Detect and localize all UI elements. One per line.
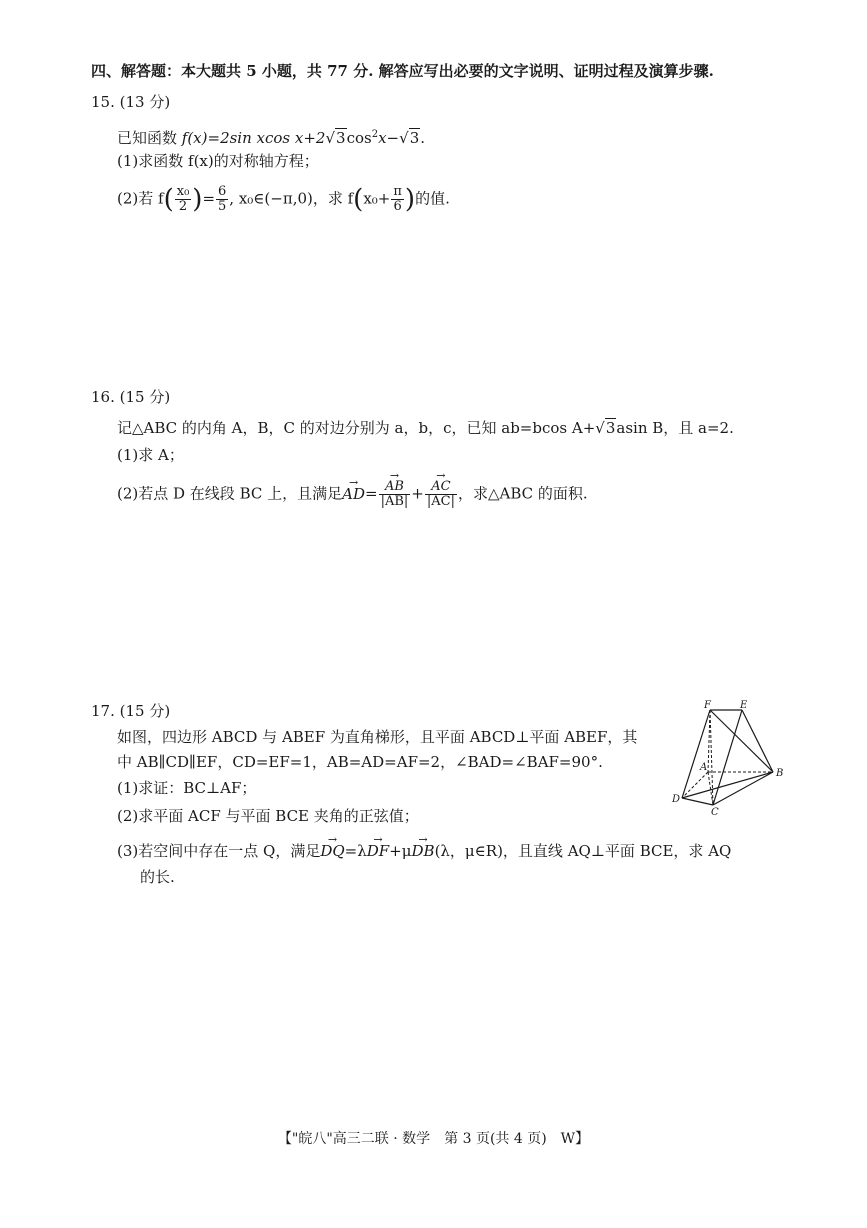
q16-number: 16. (15 分)	[91, 388, 171, 406]
vector-ad: → AD	[342, 483, 365, 505]
right-paren: )	[192, 184, 203, 215]
frac-num: π	[393, 184, 402, 199]
q15-part2-a: (2)若 f	[117, 189, 164, 208]
frac-num	[379, 480, 411, 495]
frac-den: 5	[218, 199, 227, 214]
fraction	[379, 480, 411, 509]
edge-fa	[708, 710, 710, 772]
equals: =	[202, 189, 216, 208]
q16-sqrt: 3	[605, 419, 616, 437]
q17-line1: 如图，四边形 ABCD 与 ABEF 为直角梯形，且平面 ABCD⊥平面 ABEF，其	[117, 728, 638, 746]
vector-ac: → AC	[431, 480, 450, 494]
q16-stem-a: 记△ABC 的内角 A，B，C 的对边分别为 a，b，c，已知 ab=bcos A+	[117, 419, 596, 437]
q17-part1: (1)求证：BC⊥AF；	[117, 779, 257, 797]
q15-stem-func: f(x)=2sin xcos x+2	[181, 129, 326, 147]
q16-part2-a: (2)若点 D 在线段 BC 上，且满足	[117, 484, 343, 503]
label-a: A	[700, 762, 708, 773]
edge-fc	[710, 710, 713, 805]
q15-number: 15. (13 分)	[91, 93, 171, 111]
vector-ab: → AB	[385, 480, 404, 494]
frac-den: |AB|	[380, 494, 409, 509]
fraction	[216, 185, 228, 214]
edge-fd	[682, 710, 710, 798]
vector-df: → DF	[367, 840, 389, 862]
frac-num	[425, 480, 457, 495]
q15-part2-b: , x₀∈(−π,0)，求 f	[229, 189, 354, 208]
page-footer: 【"皖八"高三二联 · 数学 第 3 页(共 4 页) W】	[277, 1131, 590, 1147]
q16-part2	[117, 480, 588, 509]
frac-num: 6	[218, 184, 227, 199]
fraction	[175, 185, 192, 214]
q15-stem	[117, 124, 425, 149]
q15-stem-mid: cos	[346, 129, 372, 147]
label-c: C	[711, 807, 719, 815]
sqrt-symbol: √3	[399, 129, 420, 147]
sqrt-symbol: √3	[595, 419, 616, 437]
equals: =	[365, 484, 378, 503]
label-b: B	[776, 768, 784, 779]
vector-db: → DB	[412, 840, 435, 862]
q16-stem	[117, 417, 734, 439]
q15-stem-pre: 已知函数	[117, 129, 182, 147]
q15-sqrt1: 3	[336, 129, 346, 147]
frac-den: |AC|	[426, 494, 455, 509]
q16-part2-b: ，求△ABC 的面积.	[457, 484, 588, 503]
q15-sqrt2: 3	[409, 129, 420, 147]
label-f: F	[704, 700, 711, 711]
q17-number: 17. (15 分)	[91, 702, 171, 720]
section-header: 四、解答题：本大题共 5 小题，共 77 分. 解答应写出必要的文字说明、证明过程及演算步骤.	[91, 62, 714, 80]
edge-eb	[742, 710, 773, 772]
plus: +	[411, 484, 424, 503]
q15-part2-c: x₀+	[363, 189, 391, 208]
geometry-figure	[670, 700, 795, 815]
frac-den: 2	[178, 199, 188, 214]
q17-part2: (2)求平面 ACF 与平面 BCE 夹角的正弦值；	[117, 807, 419, 825]
q15-square: 2	[371, 129, 379, 140]
q16-stem-b: asin B，且 a=2.	[616, 419, 734, 437]
q17-part3-cont: 的长.	[140, 868, 175, 886]
q15-stem-post: x−	[378, 129, 400, 147]
q15-stem-end: .	[420, 129, 426, 147]
edge-fb	[710, 710, 773, 772]
q17-part3-c: +μ	[389, 842, 412, 860]
frac-num: x₀	[176, 184, 190, 199]
edge-dc	[682, 798, 713, 805]
q17-part3	[117, 840, 731, 862]
edge-ec	[713, 710, 742, 805]
fraction	[425, 480, 457, 509]
vector-dq: → DQ	[320, 840, 344, 862]
q15-part2	[117, 185, 450, 214]
q17-part3-d: (λ，μ∈R)，且直线 AQ⊥平面 BCE，求 AQ	[434, 842, 732, 860]
right-paren: )	[404, 184, 416, 215]
frac-den: 6	[393, 199, 402, 214]
q17-line2: 中 AB∥CD∥EF，CD=EF=1，AB=AD=AF=2，∠BAD=∠BAF=90°.	[117, 753, 603, 771]
q15-part1: (1)求函数 f(x)的对称轴方程；	[117, 152, 319, 170]
q17-part3-a: (3)若空间中存在一点 Q，满足	[117, 842, 321, 860]
label-d: D	[672, 794, 681, 805]
left-paren: (	[353, 184, 364, 215]
q15-part2-d: 的值.	[415, 189, 450, 208]
q16-part1: (1)求 A；	[117, 446, 184, 464]
label-e: E	[740, 700, 748, 711]
left-paren: (	[163, 184, 174, 215]
q17-part3-b: =λ	[344, 842, 367, 860]
sqrt-symbol: √3	[325, 129, 346, 147]
fraction	[391, 185, 404, 214]
